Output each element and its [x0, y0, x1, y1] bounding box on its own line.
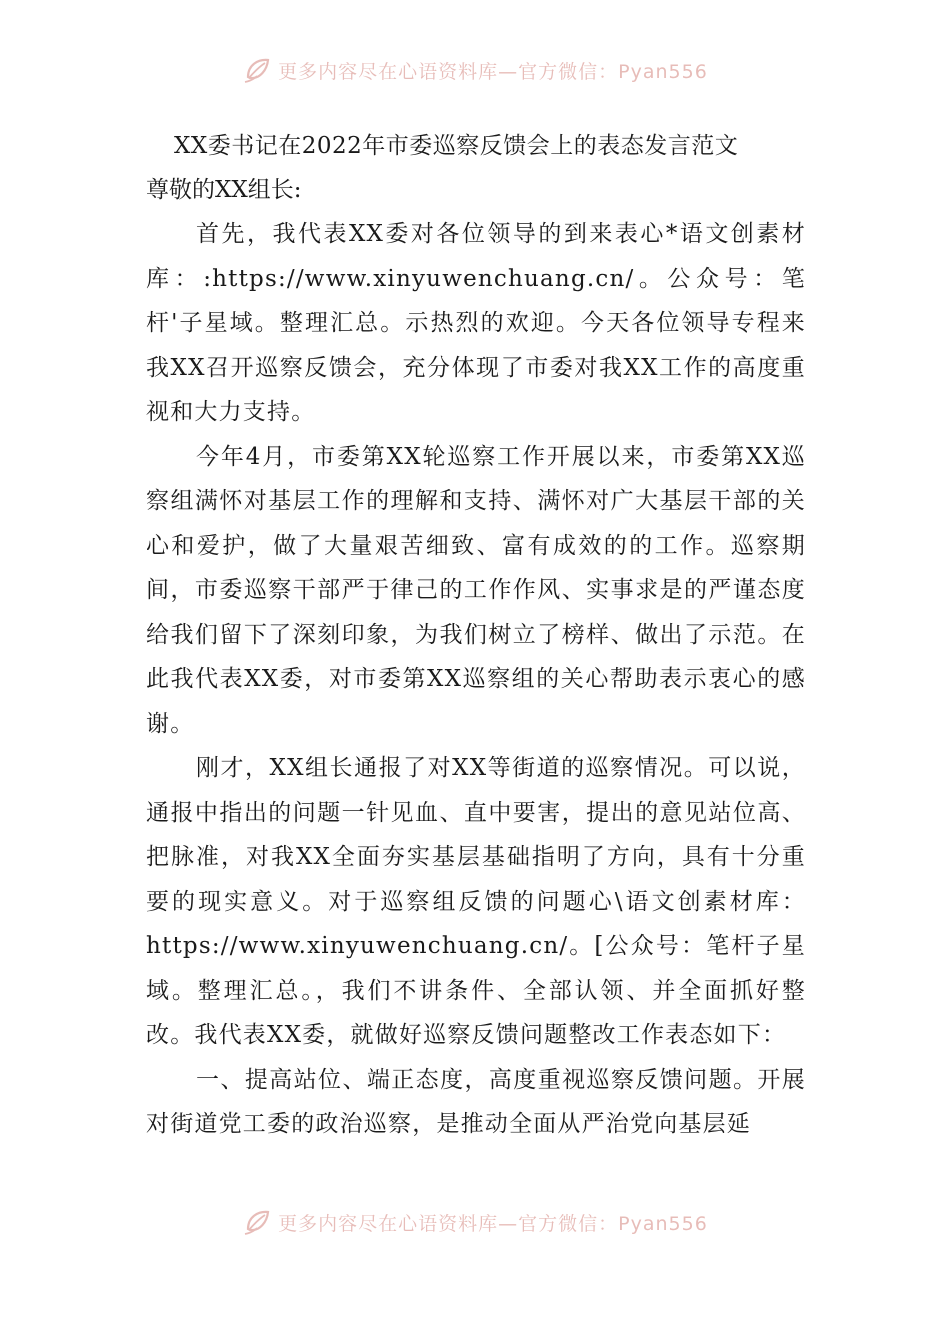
paragraph: 一、提高站位、端正态度，高度重视巡察反馈问题。开展对街道党工委的政治巡察，是推动全面从严治党向基层延 [146, 1066, 806, 1137]
salutation: 尊敬的XX组长: [146, 177, 302, 203]
document-body [146, 124, 806, 1147]
paragraph: 今年4月，市委第XX轮巡察工作开展以来，市委第XX巡察组满怀对基层工作的理解和支持、满怀对广大基层干部的关心和爱护，做了大量艰苦细致、富有成效的的工作。巡察期间，市委巡察干部严于律己的工作作风、实事求是的严谨态度给我们留下了深刻印象，为我们树立了榜样、做出了示范。在此我代表XX委，对市委第XX巡察组的关心帮助表示衷心的感谢。 [146, 443, 806, 737]
document-title: XX委书记在2022年市委巡察反馈会上的表态发言范文 [174, 133, 739, 159]
paragraph: 刚才，XX组长通报了对XX等街道的巡察情况。可以说，通报中指出的问题一针见血、直中要害，提出的意见站位高、把脉准，对我XX全面夯实基层基础指明了方向，具有十分重要的现实意义。对于巡察组反馈的问题心\语文创素材库：https://www.xinyuwenchuang.cn/。[公众号：笔杆子星域。整理汇总。，我们不讲条件、全部认领、并全面抓好整改。我代表XX委，就做好巡察反馈问题整改工作表态如下： [146, 755, 806, 1048]
leaf-logo-icon [242, 1207, 272, 1237]
paragraph: 首先，我代表XX委对各位领导的到来表心*语文创素材库：:https://www.xinyuwenchuang.cn/。公众号：笔杆'子星域。整理汇总。示热烈的欢迎。今天各位领导专程来我XX召开巡察反馈会，充分体现了市委对我XX工作的高度重视和大力支持。 [146, 221, 806, 425]
watermark-footer [0, 1202, 950, 1242]
watermark-text: 更多内容尽在心语资料库—官方微信：Pyan556 [278, 60, 708, 83]
leaf-logo-icon [242, 55, 272, 85]
watermark-text: 更多内容尽在心语资料库—官方微信：Pyan556 [278, 1212, 708, 1235]
watermark-header [0, 50, 950, 90]
